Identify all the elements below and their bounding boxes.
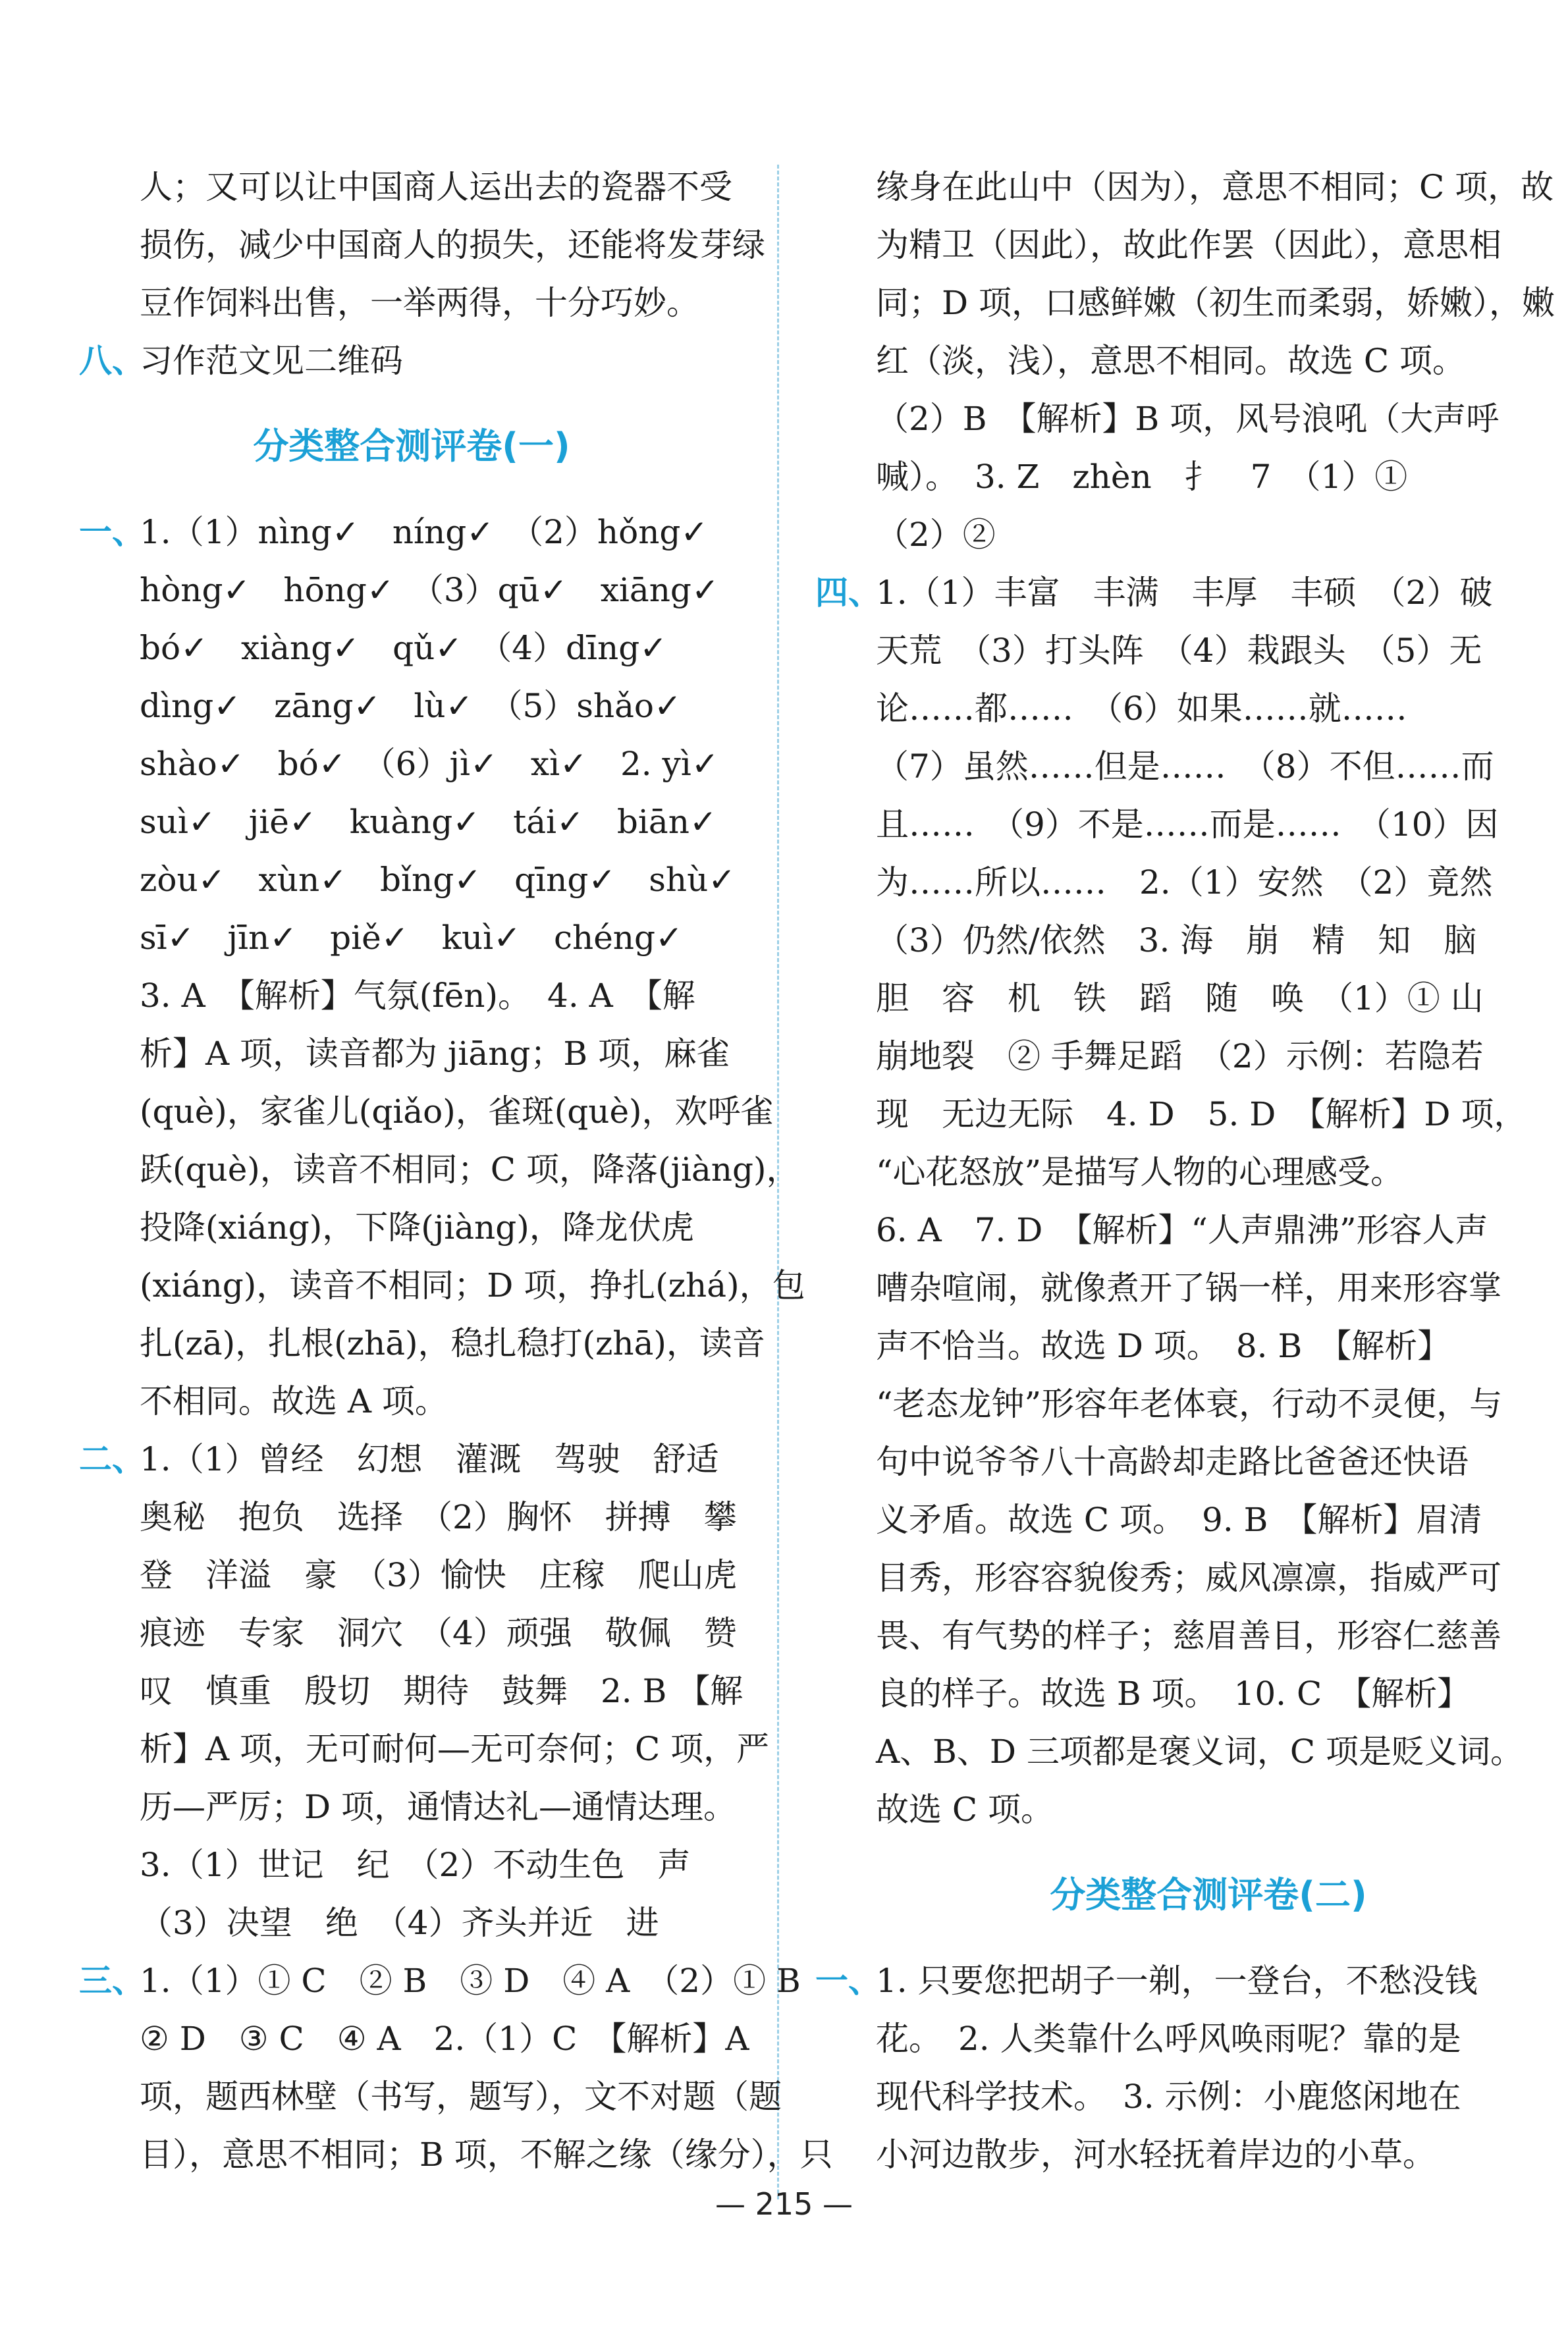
right-column (815, 158, 1555, 2184)
text-line: “心花怒放”是描写人物的心理感受。 (876, 1153, 1404, 1191)
text-line: 1. 只要您把胡子一剃，一登台，不愁没钱 (876, 1962, 1478, 2000)
text-line: 义矛盾。故选 C 项。 9. B 【解析】眉清 (876, 1501, 1482, 1539)
text-line: 良的样子。故选 B 项。 10. C 【解析】 (876, 1675, 1471, 1713)
text-line: dìng✓ zāng✓ lù✓ （5）shǎo✓ (140, 687, 682, 725)
text-line: 叹 慎重 殷切 期待 鼓舞 2. B 【解 (140, 1672, 743, 1710)
text-line: 1.（1）曾经 幻想 灌溉 驾驶 舒适 (140, 1440, 719, 1478)
section-2-line (79, 1430, 744, 1488)
text-line: 1.（1）nìng✓ níng✓ （2）hǒng✓ (140, 513, 709, 551)
text-line: 论……都…… （6）如果……就…… (876, 689, 1407, 728)
text-line: 1.（1）① C ② B ③ D ④ A （2）① B (140, 1962, 801, 2000)
text-line: 析】A 项，读音都为 jiāng；B 项，麻雀 (140, 1035, 730, 1073)
text-line: 跃(què)，读音不相同；C 项，降落(jiàng)， (140, 1150, 799, 1189)
text-line: 不相同。故选 A 项。 (140, 1382, 448, 1420)
text-line: 嘈杂喧闹，就像煮开了锅一样，用来形容掌 (876, 1269, 1501, 1307)
text-line: 崩地裂 ② 手舞足蹈 （2）示例：若隐若 (876, 1037, 1484, 1075)
text-line: 天荒 （3）打头阵 （4）栽跟头 （5）无 (876, 632, 1482, 670)
text-line: hòng✓ hōng✓ （3）qū✓ xiāng✓ (140, 571, 719, 609)
text-line: 3. A 【解析】气氛(fēn)。 4. A 【解 (140, 977, 695, 1015)
text-line: sī✓ jīn✓ piě✓ kuì✓ chéng✓ (140, 919, 683, 957)
text-line: 故选 C 项。 (876, 1790, 1054, 1829)
section-8-line (79, 332, 744, 390)
section-marker: 二、 (79, 1440, 145, 1478)
text-line: A、B、D 三项都是褒义词，C 项是贬义词。 (876, 1733, 1523, 1771)
text-line: 喊）。 3. Z zhèn 扌 7 （1）① (876, 458, 1408, 496)
text-line: （3）决望 绝 （4）齐头并近 进 (140, 1904, 659, 1942)
text-line: (què)，家雀儿(qiǎo)，雀斑(què)，欢呼雀 (140, 1092, 774, 1131)
section-1-line (79, 503, 744, 561)
section-1-line (815, 1952, 1541, 2010)
text-line: 6. A 7. D 【解析】“人声鼎沸”形容人声 (876, 1211, 1488, 1249)
text-line: 为……所以…… 2.（1）安然 （2）竟然 (876, 863, 1493, 901)
text-line: （2）B 【解析】B 项，风号浪吼（大声呼 (876, 400, 1500, 438)
text-line: 红（淡，浅），意思不相同。故选 C 项。 (876, 342, 1466, 380)
text-line: 声不恰当。故选 D 项。 8. B 【解析】 (876, 1327, 1451, 1365)
text-line: 小河边散步，河水轻抚着岸边的小草。 (876, 2136, 1436, 2174)
text-line: 现 无边无际 4. D 5. D 【解析】D 项， (876, 1095, 1527, 1133)
text-line: （3）仍然/依然 3. 海 崩 精 知 脑 (876, 921, 1477, 959)
text-line: 项，题西林壁（书写，题写），文不对题（题 (140, 2078, 782, 2116)
section-marker: 一、 (815, 1962, 881, 2000)
section-marker: 四、 (815, 574, 881, 612)
text-line: （2）② (876, 516, 996, 554)
text-line: 为精卫（因此），故此作罢（因此），意思相 (876, 226, 1501, 264)
text-line: zòu✓ xùn✓ bǐng✓ qīng✓ shù✓ (140, 861, 736, 899)
test-title-1: 分类整合测评卷(一) (253, 425, 570, 467)
text-line: 人；又可以让中国商人运出去的瓷器不受 (140, 168, 732, 206)
section-marker: 三、 (79, 1962, 145, 2000)
text-line: 3.（1）世记 纪 （2）不动生色 声 (140, 1846, 691, 1884)
text-line: 目秀，形容容貌俊秀；威风凛凛，指威严可 (876, 1559, 1501, 1597)
text-line: 痕迹 专家 洞穴 （4）顽强 敬佩 赞 (140, 1614, 737, 1652)
section-marker: 八、 (79, 342, 145, 380)
text-line: 投降(xiáng)，下降(jiàng)，降龙伏虎 (140, 1208, 694, 1247)
text-line: 1.（1）丰富 丰满 丰厚 丰硕 （2）破 (876, 574, 1493, 612)
text-line: 习作范文见二维码 (140, 342, 403, 380)
text-line: 历—严厉；D 项，通情达礼—通情达理。 (140, 1788, 736, 1826)
text-line: (xiáng)，读音不相同；D 项，挣扎(zhá)，包 (140, 1266, 805, 1305)
text-line: 现代科学技术。 3. 示例：小鹿悠闲地在 (876, 2078, 1461, 2116)
text-line: “老态龙钟”形容年老体衰，行动不灵便，与 (876, 1385, 1503, 1423)
text-line: 目），意思不相同；B 项，不解之缘（缘分），只 (140, 2136, 833, 2174)
text-line: 胆 容 机 铁 蹈 随 唤 （1）① 山 (876, 979, 1484, 1017)
text-line: bó✓ xiàng✓ qǔ✓ （4）dīng✓ (140, 629, 668, 667)
text-line: 花。 2. 人类靠什么呼风唤雨呢？靠的是 (876, 2020, 1461, 2058)
text-line: 扎(zā)，扎根(zhā)，稳扎稳打(zhā)，读音 (140, 1324, 765, 1362)
text-line: 畏、有气势的样子；慈眉善目，形容仁慈善 (876, 1617, 1501, 1655)
text-line: 缘身在此山中（因为），意思不相同；C 项，故 (876, 168, 1554, 206)
text-line: 登 洋溢 豪 （3）愉快 庄稼 爬山虎 (140, 1556, 737, 1594)
text-line: 析】A 项，无可耐何—无可奈何；C 项，严 (140, 1730, 770, 1768)
left-column (79, 158, 833, 2184)
section-3-line (79, 1952, 801, 2010)
text-line: 损伤，减少中国商人的损失，还能将发芽绿 (140, 226, 765, 264)
text-line: shào✓ bó✓ （6）jì✓ xì✓ 2. yì✓ (140, 745, 719, 783)
test-title-2: 分类整合测评卷(二) (1050, 1874, 1367, 1916)
text-line: （7）虽然……但是…… （8）不但……而 (876, 747, 1494, 786)
text-line: 豆作饲料出售，一举两得，十分巧妙。 (140, 284, 699, 322)
text-line: 且…… （9）不是……而是…… （10）因 (876, 805, 1499, 844)
text-line: 句中说爷爷八十高龄却走路比爸爸还快语 (876, 1443, 1469, 1481)
text-line: ② D ③ C ④ A 2.（1）C 【解析】A (140, 2020, 749, 2058)
text-line: 同；D 项，口感鲜嫩（初生而柔弱，娇嫩），嫩 (876, 284, 1555, 322)
section-4-line (815, 564, 1541, 622)
page-number: — 215 — (715, 2186, 853, 2222)
section-marker: 一、 (79, 513, 145, 551)
text-line: suì✓ jiē✓ kuàng✓ tái✓ biān✓ (140, 803, 717, 841)
text-line: 奥秘 抱负 选择 （2）胸怀 拼搏 攀 (140, 1498, 737, 1536)
